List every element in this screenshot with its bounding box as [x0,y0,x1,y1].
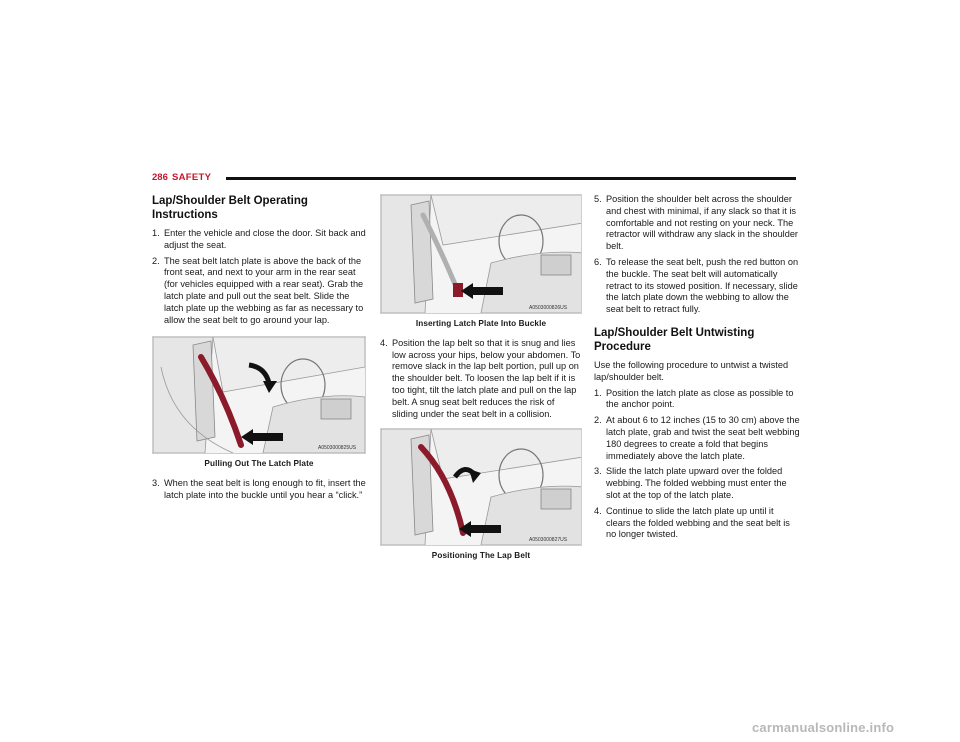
page-number: 286 [152,172,168,183]
operating-steps-list [152,228,366,326]
column-3 [594,194,800,545]
watermark: carmanualsonline.info [752,720,895,735]
untwisting-intro: Use the following procedure to untwist a twisted lap/shoulder belt. [594,359,789,382]
figure-code: A0503000825US [318,445,357,452]
operating-instructions-heading: Lap/Shoulder Belt Operating Instructions [152,195,308,221]
list-item: 4. Continue to slide the latch plate up until it clears the folded webbing and the seat belt is no longer twisted. [594,505,790,540]
figure-caption: Pulling Out The Latch Plate [204,459,314,469]
column-2 [380,194,582,570]
list-item: 4. Position the lap belt so that it is snug and lies low across your hips, below your abdomen. To remove slack in the lap belt portion, pull up on the shoulder belt. To loosen the lap belt if it is too tight, tilt the latch plate and pull on the lap belt. A snug seat belt reduces the risk of sliding under the seat belt in a collision. [380,337,581,419]
operating-steps-list-cont [152,478,366,502]
figure-caption: Positioning The Lap Belt [431,551,531,561]
section-title: SAFETY [172,172,212,183]
figure-code: A0503000827US [529,537,568,544]
list-item: 1. Enter the vehicle and close the door. Sit back and adjust the seat. [152,228,366,250]
list-item: 6. To release the seat belt, push the red button on the buckle. The seat belt will automatically retract to its stowed position. If necessary, slide the latch plate down the webbing to allow the seat belt to retract fully. [594,256,799,315]
list-item: 2. At about 6 to 12 inches (15 to 30 cm) above the latch plate, grab and twist the seat belt webbing 180 degrees to create a fold that begins immediately above the latch plate. [594,415,800,461]
untwisting-steps-list [594,388,800,542]
figure-inserting-latch [380,194,582,330]
list-item: 2. The seat belt latch plate is above the back of the front seat, and next to your arm in the rear seat (for vehicles equipped with a rear seat). Grab the latch plate and pull out the seat belt. Slide the latch plate up the webbing as far as necessary to allow the seat belt to go around your lap. [152,255,364,325]
list-item: 3. Slide the latch plate upward over the folded webbing. The folded webbing must enter the slot at the top of the latch plate. [594,466,787,500]
figure-pulling-latch [152,336,366,470]
illustration-positioning-lap-belt [380,428,582,546]
list-item: 3. When the seat belt is long enough to fit, insert the latch plate into the buckle until you hear a “click.” [152,478,366,500]
page-header [152,172,796,186]
figure-code: A0503000826US [529,305,568,311]
figure-positioning-lap-belt [380,428,582,562]
untwisting-procedure-heading: Lap/Shoulder Belt Untwisting Procedure [594,326,755,353]
operating-steps-list-col2 [380,338,582,421]
column-1 [152,194,366,506]
illustration-inserting-latch [380,194,582,314]
header-rule [226,177,796,180]
list-item: 1. Position the latch plate as close as possible to the anchor point. [594,387,794,410]
illustration-pulling-latch [152,336,366,454]
operating-steps-list-col3 [594,194,800,316]
figure-caption: Inserting Latch Plate Into Buckle [415,319,547,328]
list-item: 5. Position the shoulder belt across the shoulder and chest with minimal, if any slack so that it is comfortable and not resting on your neck. The retractor will withdraw any slack in the shoulder belt. [594,194,798,252]
